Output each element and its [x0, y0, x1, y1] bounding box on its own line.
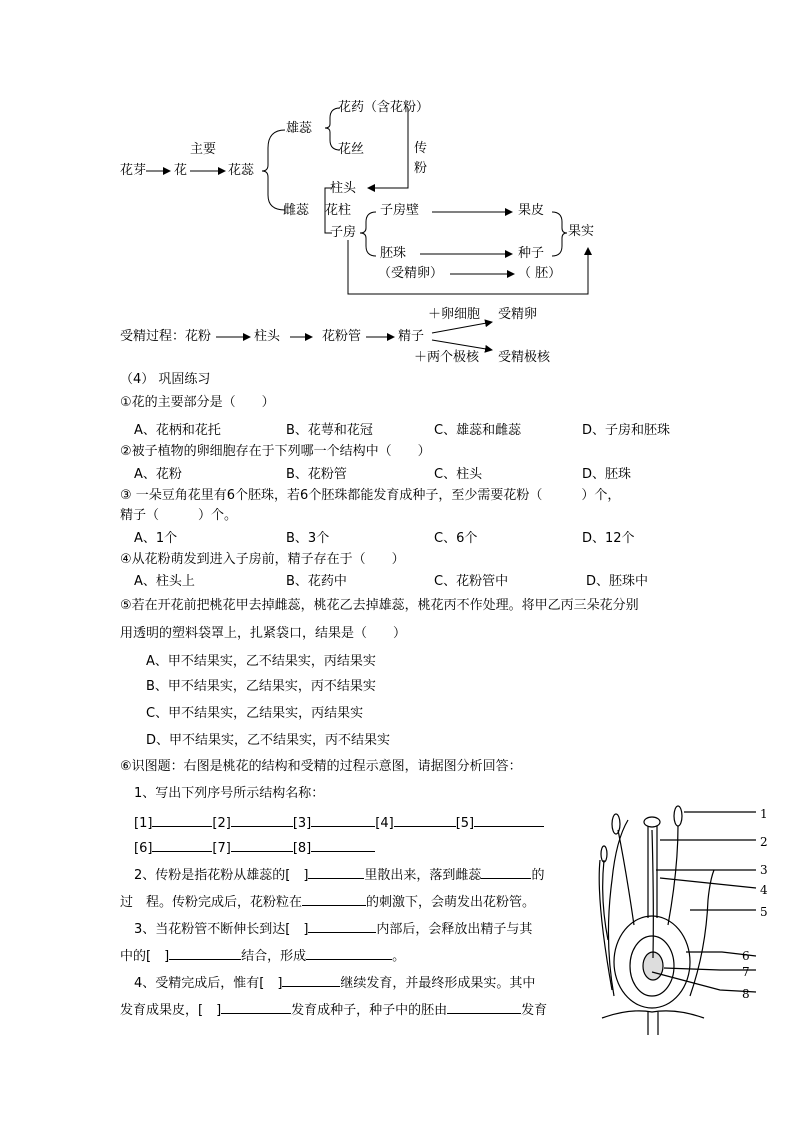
label-n2: [2] [212, 816, 231, 831]
blank-s2d[interactable] [302, 892, 366, 906]
label-huasi: 花丝 [338, 142, 365, 157]
q2-option-c: C、柱头 [434, 467, 483, 482]
q6-stem: ⑥识图题：右图是桃花的结构和受精的过程示意图，请据图分析回答： [120, 759, 522, 774]
figure-label-5: 5 [760, 905, 768, 919]
s4e: 发育 [521, 1003, 548, 1018]
q4-stem: ④从花粉萌发到进入子房前，精子存在于（ ） [120, 552, 405, 567]
label-n4: [4] [375, 816, 394, 831]
s3d: 结合，形成 [241, 949, 307, 964]
figure-label-2: 2 [760, 835, 768, 849]
q1-option-c: C、雄蕊和雌蕊 [434, 423, 522, 438]
blank-s4a[interactable] [282, 973, 340, 987]
q6-sub3-line1 [134, 919, 532, 938]
blank-s3a[interactable] [308, 919, 376, 933]
label-shoujingluan-paren: （受精卵） [378, 266, 444, 281]
q4-option-a: A、柱头上 [134, 574, 195, 589]
q6-sub2-line1 [134, 865, 544, 884]
label-n7: [7] [212, 841, 231, 856]
q5-option-b: B、甲不结果实，乙结果实，丙不结果实 [146, 679, 376, 694]
blank-4[interactable] [394, 813, 456, 827]
s2b: 里散出来，落到雌蕊 [364, 868, 482, 883]
label-huazhu: 花柱 [325, 203, 352, 218]
label-xiongrui: 雄蕊 [286, 121, 313, 136]
figure-label-1: 1 [760, 807, 768, 821]
label-pei-paren: （ 胚） [518, 266, 562, 281]
blank-6[interactable] [152, 838, 212, 852]
figure-label-8: 8 [742, 987, 750, 1001]
q5-option-c: C、甲不结果实，乙结果实，丙结果实 [146, 706, 364, 721]
q3-option-a: A、1个 [134, 531, 178, 546]
blank-s2a[interactable] [308, 865, 364, 879]
q5-option-d: D、甲不结果实，乙不结果实，丙不结果实 [146, 733, 391, 748]
fert-luanxibao: ＋卵细胞 [428, 307, 481, 322]
label-hua: 花 [174, 163, 188, 178]
s2c: 的 [531, 868, 545, 883]
label-peizhu: 胚珠 [380, 246, 407, 261]
label-zhuyao: 主要 [190, 142, 217, 157]
s4a: 4、受精完成后，惟有[ ] [134, 976, 283, 991]
figure-label-7: 7 [742, 965, 750, 979]
s2a: 2、传粉是指花粉从雄蕊的[ ] [134, 868, 309, 883]
figure-label-3: 3 [760, 863, 768, 877]
blank-2[interactable] [231, 813, 293, 827]
q4-option-c: C、花粉管中 [434, 574, 509, 589]
s4b: 继续发育，并最终形成果实。其中 [340, 976, 536, 991]
q6-sub3-line2 [120, 946, 405, 965]
section-heading: （4） 巩固练习 [120, 372, 211, 387]
blank-s2b[interactable] [481, 865, 531, 879]
label-huarui: 花蕊 [228, 163, 255, 178]
label-n1: [1] [134, 816, 153, 831]
fert-huafenguan: 花粉管 [322, 329, 362, 344]
label-chuan: 传 [414, 141, 428, 156]
q3-stem: ③ 一朵豆角花里有6个胚珠，若6个胚珠都能发育成种子，至少需要花粉（ ）个， [120, 488, 621, 503]
figure-label-6: 6 [742, 949, 750, 963]
q1-option-a: A、花柄和花托 [134, 423, 221, 438]
s4d: 发育成种子，种子中的胚由 [291, 1003, 448, 1018]
label-guopi: 果皮 [518, 203, 545, 218]
blank-3[interactable] [311, 813, 375, 827]
blank-s4c[interactable] [221, 1000, 291, 1014]
label-huaya: 花芽 [120, 163, 147, 178]
q1-option-d: D、子房和胚珠 [582, 423, 671, 438]
q1-stem: ①花的主要部分是（ ） [120, 395, 275, 410]
figure-label-4: 4 [760, 883, 768, 897]
fert-jihe: ＋两个极核 [414, 350, 480, 365]
q3-option-d: D、12个 [582, 531, 635, 546]
label-n8: [8] [292, 841, 312, 856]
s2d: 过 程。传粉完成后，花粉粒在 [120, 895, 303, 910]
q6-sub1: 1、写出下列序号所示结构名称： [134, 786, 325, 801]
label-guoshi: 果实 [568, 224, 595, 239]
q2-option-a: A、花粉 [134, 467, 182, 482]
q2-option-b: B、花粉管 [286, 467, 347, 482]
label-zifang: 子房 [330, 225, 357, 240]
label-zifangbi: 子房壁 [380, 203, 420, 218]
q6-sub4-line2 [120, 1000, 547, 1019]
label-fen: 粉 [414, 161, 428, 176]
blank-s4d[interactable] [447, 1000, 521, 1014]
s3e: 。 [392, 949, 406, 964]
fert-zhutou: 柱头 [254, 329, 281, 344]
s3c: 中的[ ] [120, 949, 170, 964]
fert-shoujingluan: 受精卵 [498, 307, 538, 322]
label-huayao: 花药（含花粉） [338, 100, 430, 115]
q5-stem-2: 用透明的塑料袋罩上，扎紧袋口，结果是（ ） [120, 626, 407, 641]
q2-option-d: D、胚珠 [582, 467, 632, 482]
q3-option-b: B、3个 [286, 531, 330, 546]
label-zhutou: 柱头 [330, 181, 357, 196]
label-cirui: 雌蕊 [283, 203, 310, 218]
blank-s3d[interactable] [306, 946, 392, 960]
s3a: 3、当花粉管不断伸长到达[ ] [134, 922, 309, 937]
fert-label: 受精过程：花粉 [120, 329, 212, 344]
blank-1[interactable] [152, 813, 212, 827]
blank-s3c[interactable] [169, 946, 241, 960]
label-n6: [6] [134, 841, 153, 856]
label-n3: [3] [292, 816, 312, 831]
label-zhongzi: 种子 [518, 246, 545, 261]
s2e: 的刺激下，会萌发出花粉管。 [366, 895, 536, 910]
q6-sub4-line1 [134, 973, 535, 992]
q5-option-a: A、甲不结果实，乙不结果实，丙结果实 [146, 654, 376, 669]
s4c: 发育成果皮，[ ] [120, 1003, 222, 1018]
q6-fill-row1 [134, 813, 544, 832]
blank-8[interactable] [311, 838, 375, 852]
blank-7[interactable] [231, 838, 293, 852]
q5-stem: ⑤若在开花前把桃花甲去掉雌蕊，桃花乙去掉雄蕊，桃花丙不作处理。将甲乙丙三朵花分别 [120, 598, 639, 613]
q4-option-d: D、胚珠中 [586, 574, 649, 589]
q4-option-b: B、花药中 [286, 574, 347, 589]
fert-jingzi: 精子 [398, 329, 425, 344]
q3-stem-2: 精子（ ）个。 [120, 508, 238, 523]
q6-sub2-line2 [120, 892, 535, 911]
q6-fill-row2 [134, 838, 375, 857]
blank-5[interactable] [474, 813, 544, 827]
s3b: 内部后，会释放出精子与其 [376, 922, 533, 937]
q3-option-c: C、6个 [434, 531, 478, 546]
fert-shoujingjihe: 受精极核 [498, 350, 551, 365]
q1-option-b: B、花萼和花冠 [286, 423, 373, 438]
label-n5: [5] [455, 816, 475, 831]
q2-stem: ②被子植物的卵细胞存在于下列哪一个结构中（ ） [120, 444, 431, 459]
